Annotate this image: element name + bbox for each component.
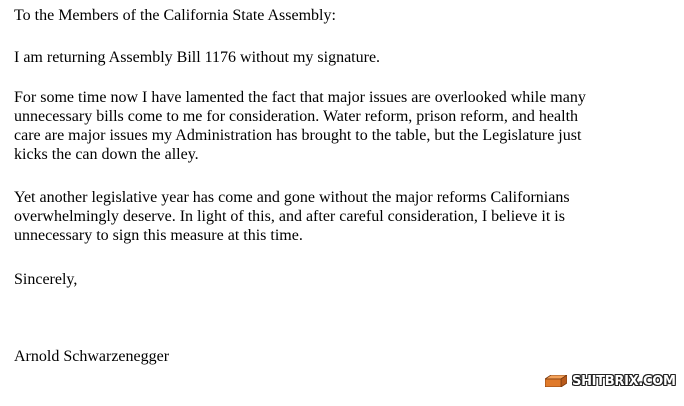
paragraph-1-line: care are major issues my Administration has brought to the table, but the Legislature just <box>14 127 582 144</box>
paragraph-2 <box>14 188 674 245</box>
paragraph-1-line: For some time now I have lamented the fact that major issues are overlooked while many <box>14 89 586 106</box>
paragraph-2-line: Yet another legislative year has come and gone without the major reforms Californians <box>14 189 570 206</box>
veto-letter <box>14 0 674 366</box>
watermark-text: SHITBRIX.COM <box>572 373 676 389</box>
paragraph-1 <box>14 88 674 164</box>
paragraph-1-line: kicks the can down the alley. <box>14 146 199 163</box>
salutation: To the Members of the California State Assembly: <box>14 7 336 24</box>
paragraph-2-line: unnecessary to sign this measure at this time. <box>14 227 303 244</box>
closing: Sincerely, <box>14 271 78 288</box>
brick-icon <box>545 375 567 387</box>
intro-paragraph: I am returning Assembly Bill 1176 without my signature. <box>14 49 381 66</box>
paragraph-1-line: unnecessary bills come to me for consideration. Water reform, prison reform, and health <box>14 108 579 125</box>
watermark <box>545 372 676 390</box>
signature-name: Arnold Schwarzenegger <box>14 348 170 365</box>
paragraph-2-line: overwhelmingly deserve. In light of this, and after careful consideration, I believe it is <box>14 208 565 225</box>
